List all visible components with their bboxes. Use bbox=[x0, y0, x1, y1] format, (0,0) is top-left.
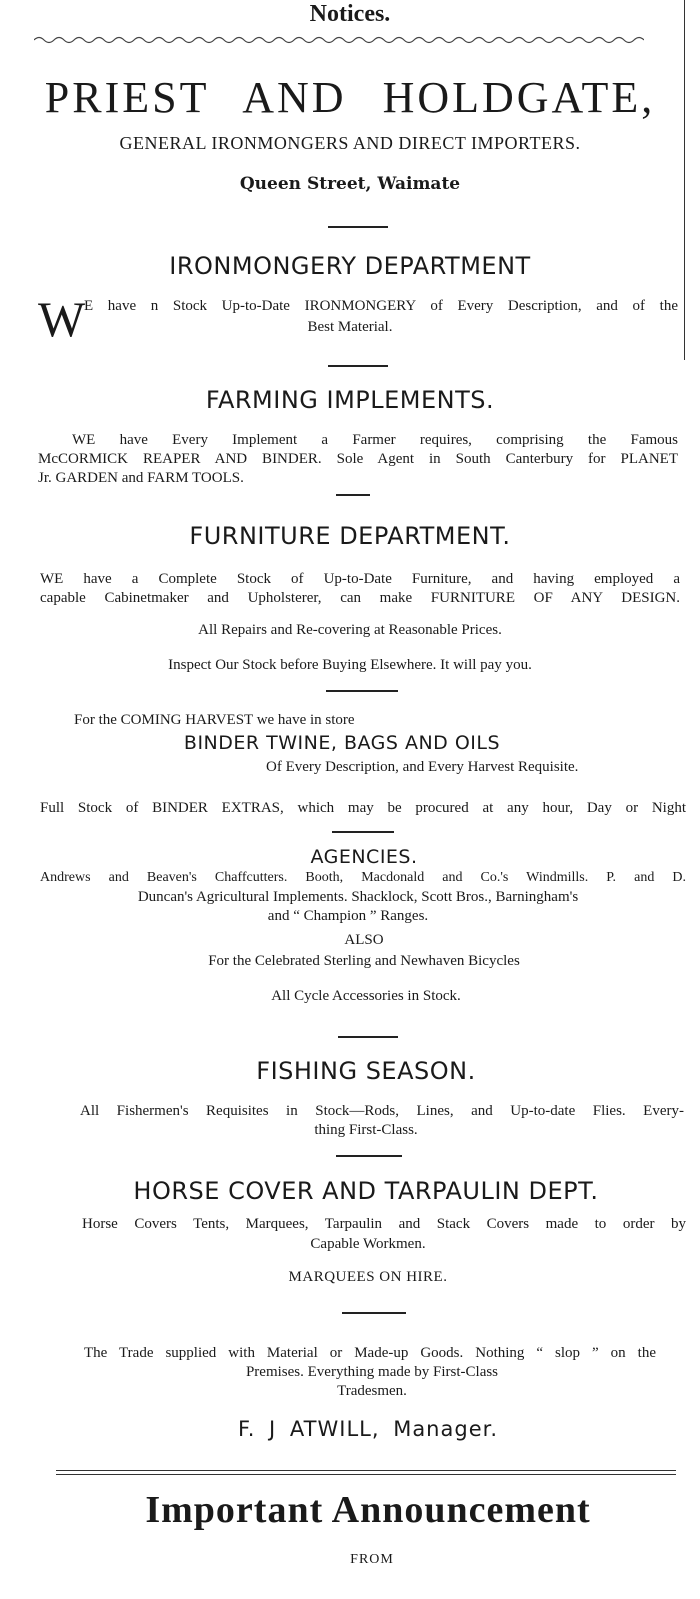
furniture-inspect: Inspect Our Stock before Buying Elsewhere. It will pay you. bbox=[168, 657, 532, 673]
divider bbox=[342, 1312, 406, 1314]
divider bbox=[336, 1155, 402, 1157]
next-heading: Important Announcement bbox=[145, 1489, 591, 1531]
fishing-line-2: thing First-Class. bbox=[314, 1122, 418, 1138]
trade-line-1: The Trade supplied with Material or Made-up Goods. Nothing “ slop ” on the bbox=[84, 1345, 656, 1361]
harvest-sub: Of Every Description, and Every Harvest Requisite. bbox=[266, 759, 579, 775]
divider bbox=[328, 365, 388, 367]
divider bbox=[332, 831, 394, 833]
agencies-also: ALSO bbox=[344, 932, 384, 948]
firm-name: PRIEST AND HOLDGATE, bbox=[44, 73, 656, 122]
horse-heading: HORSE COVER AND TARPAULIN DEPT. bbox=[133, 1177, 599, 1205]
next-from: FROM bbox=[350, 1552, 394, 1567]
wavy-rule bbox=[34, 34, 644, 44]
furniture-line-2: capable Cabinetmaker and Upholsterer, can make FURNITURE OF ANY DESIGN. bbox=[40, 590, 680, 606]
agencies-line-3: and “ Champion ” Ranges. bbox=[267, 908, 429, 924]
trade-line-3: Tradesmen. bbox=[337, 1383, 407, 1399]
agencies-heading: AGENCIES. bbox=[310, 846, 418, 868]
horse-line-1: Horse Covers Tents, Marquees, Tarpaulin and Stack Covers made to order by bbox=[82, 1216, 686, 1232]
firm-address: Queen Street, Waimate bbox=[239, 174, 461, 194]
furniture-repairs: All Repairs and Re-covering at Reasonable Prices. bbox=[198, 622, 502, 638]
harvest-intro: For the COMING HARVEST we have in store bbox=[74, 712, 355, 728]
section-title: Notices. bbox=[309, 1, 391, 27]
harvest-heading: BINDER TWINE, BAGS AND OILS bbox=[183, 732, 501, 754]
firm-description: GENERAL IRONMONGERS AND DIRECT IMPORTERS. bbox=[119, 133, 581, 153]
agencies-bicycles: For the Celebrated Sterling and Newhaven Bicycles bbox=[208, 953, 520, 969]
ironmongery-line-2: Best Material. bbox=[307, 319, 393, 335]
farming-line-1: WE have Every Implement a Farmer requires, comprising the Famous bbox=[72, 432, 678, 448]
advert-bottom-rule bbox=[56, 1474, 676, 1475]
divider bbox=[326, 690, 398, 692]
ironmongery-heading: IRONMONGERY DEPARTMENT bbox=[169, 252, 531, 280]
agencies-line-1: Andrews and Beaven's Chaffcutters. Booth, Macdonald and Co.'s Windmills. P. and D. bbox=[40, 870, 686, 885]
furniture-line-1: WE have a Complete Stock of Up-to-Date Furniture, and having employed a bbox=[40, 571, 680, 587]
farming-heading: FARMING IMPLEMENTS. bbox=[205, 386, 495, 414]
divider bbox=[336, 494, 370, 496]
agencies-line-2: Duncan's Agricultural Implements. Shacklock, Scott Bros., Barningham's bbox=[137, 889, 579, 905]
ironmongery-line-1: E have n Stock Up-to-Date IRONMONGERY of Every Description, and of the bbox=[84, 298, 678, 314]
drop-cap: W bbox=[38, 291, 86, 347]
furniture-heading: FURNITURE DEPARTMENT. bbox=[189, 522, 511, 550]
trade-line-2: Premises. Everything made by First-Class bbox=[245, 1364, 499, 1380]
horse-hire: MARQUEES ON HIRE. bbox=[288, 1269, 448, 1285]
horse-line-2: Capable Workmen. bbox=[310, 1236, 426, 1252]
divider bbox=[328, 226, 388, 228]
advert-bottom-rule bbox=[56, 1470, 676, 1471]
fishing-heading: FISHING SEASON. bbox=[256, 1057, 476, 1085]
farming-line-3: Jr. GARDEN and FARM TOOLS. bbox=[38, 470, 244, 486]
divider bbox=[338, 1036, 398, 1038]
harvest-extras: Full Stock of BINDER EXTRAS, which may be procured at any hour, Day or Night bbox=[40, 800, 686, 816]
manager-signature: F. J ATWILL, Manager. bbox=[238, 1417, 498, 1441]
farming-line-2: McCORMICK REAPER AND BINDER. Sole Agent in South Canterbury for PLANET bbox=[38, 451, 678, 467]
agencies-accessories: All Cycle Accessories in Stock. bbox=[271, 988, 461, 1004]
fishing-line-1: All Fishermen's Requisites in Stock—Rods, Lines, and Up-to-date Flies. Every- bbox=[80, 1103, 684, 1119]
